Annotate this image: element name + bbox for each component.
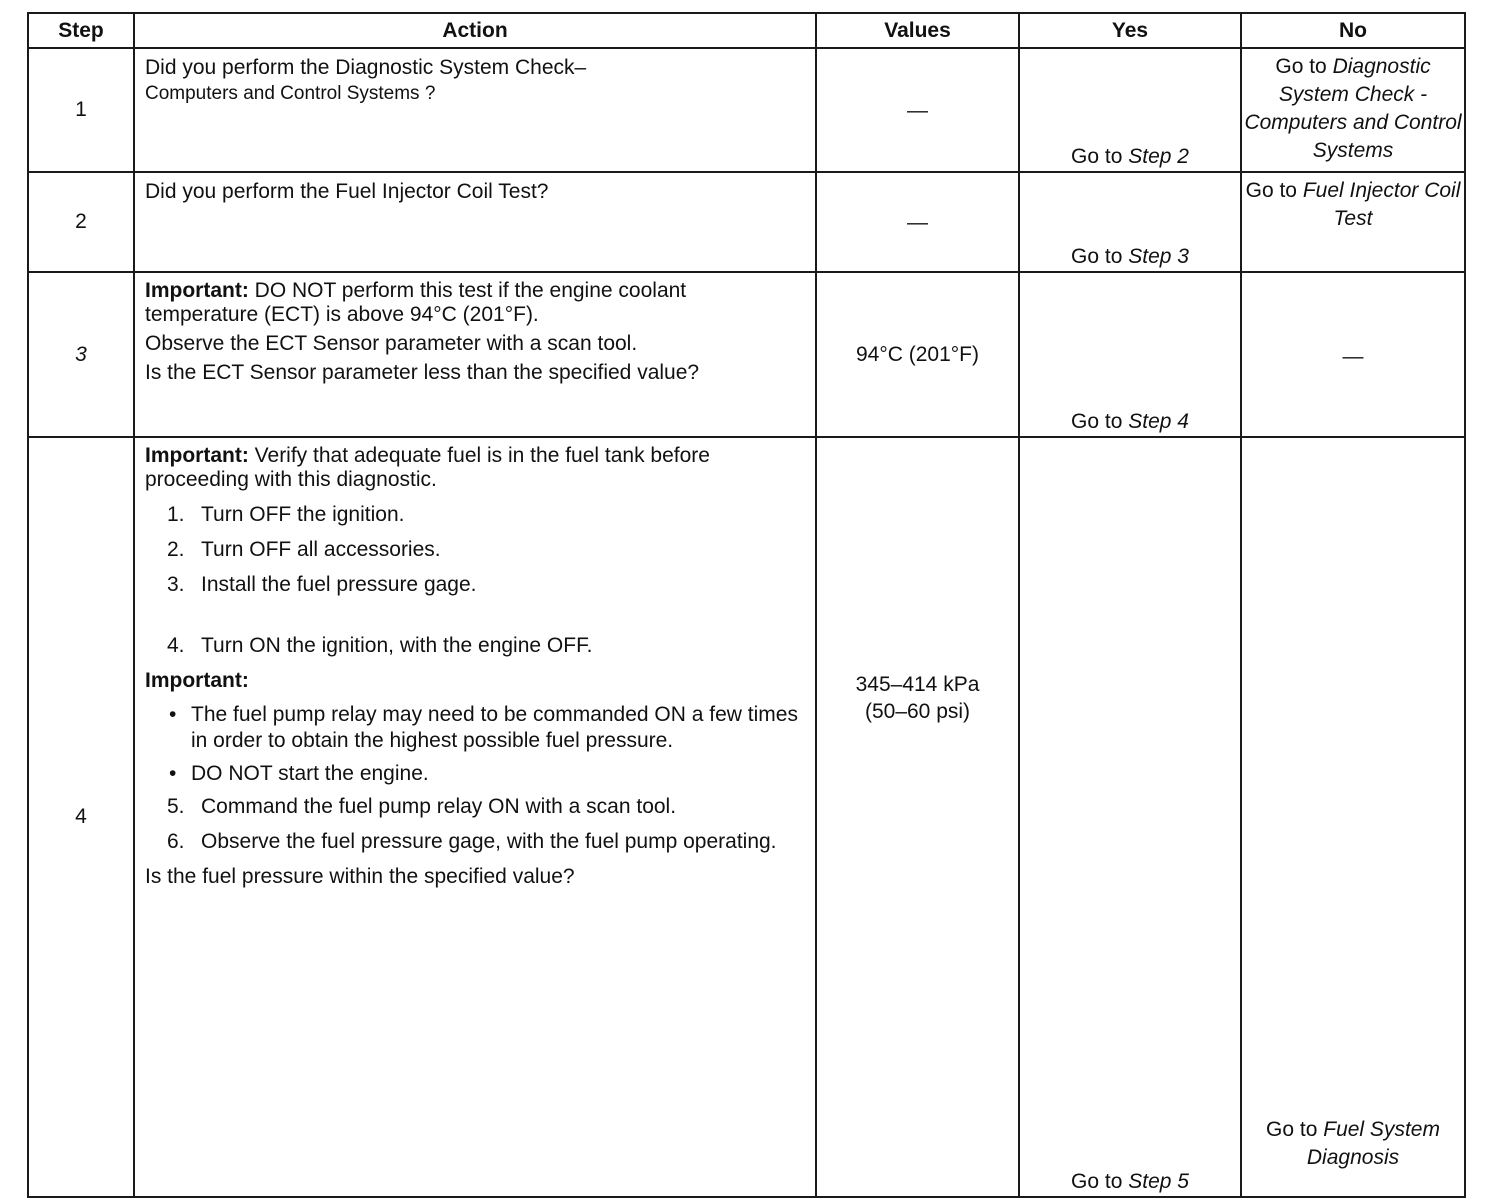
step-number: 4 [28, 437, 134, 1197]
table-row [28, 172, 1465, 272]
important-text: Verify that adequate fuel is in the fuel tank before proceeding with this diagnostic. [145, 444, 710, 491]
list-item [167, 829, 805, 855]
important-label: Important: [145, 669, 249, 692]
question-text: Is the fuel pressure within the specified value? [145, 865, 575, 888]
action-cell [134, 437, 816, 1197]
bullet-icon: • [169, 762, 177, 785]
list-number: 4. [167, 634, 185, 657]
action-cell [134, 172, 816, 272]
no-prefix: Go to [1266, 1118, 1324, 1141]
important-note [145, 279, 805, 327]
table-row [28, 437, 1465, 1197]
yes-link[interactable]: Step 4 [1128, 410, 1189, 433]
list-number: 6. [167, 830, 185, 853]
table-row [28, 48, 1465, 172]
no-link[interactable]: Diagnostic System Check - Computers and Control Systems [1244, 55, 1462, 162]
values-cell [816, 437, 1019, 1197]
header-no: No [1241, 13, 1465, 48]
action-text: Observe the ECT Sensor parameter with a scan tool. [145, 332, 638, 355]
yes-cell [1019, 48, 1241, 172]
values-cell: 94°C (201°F) [816, 272, 1019, 437]
step-number: 1 [28, 48, 134, 172]
yes-cell [1019, 272, 1241, 437]
yes-prefix: Go to [1071, 145, 1129, 168]
list-number: 1. [167, 503, 185, 526]
question-text: Is the ECT Sensor parameter less than the specified value? [145, 361, 700, 384]
yes-cell [1019, 172, 1241, 272]
header-values: Values [816, 13, 1019, 48]
bullet-item [169, 761, 805, 787]
list-text: Turn OFF the ignition. [201, 503, 405, 526]
table-row [28, 272, 1465, 437]
header-action: Action [134, 13, 816, 48]
bullet-text: The fuel pump relay may need to be commanded ON a few times in order to obtain the highest possible fuel pressure. [191, 703, 798, 752]
important-label: Important: [145, 444, 249, 467]
list-item [167, 502, 805, 528]
yes-link[interactable]: Step 3 [1128, 245, 1189, 268]
list-text: Command the fuel pump relay ON with a scan tool. [201, 795, 677, 818]
bullet-icon: • [169, 703, 177, 726]
list-text: Observe the fuel pressure gage, with the fuel pump operating. [201, 830, 777, 853]
list-item [167, 633, 805, 659]
list-number: 2. [167, 538, 185, 561]
list-text: Turn ON the ignition, with the engine OFF. [201, 634, 593, 657]
list-text: Turn OFF all accessories. [201, 538, 441, 561]
bullet-item [169, 702, 805, 754]
diagnostic-table [27, 12, 1466, 1198]
list-item [167, 794, 805, 820]
header-row [28, 13, 1465, 48]
values-cell: — [816, 172, 1019, 272]
action-text: Did you perform the Fuel Injector Coil Test? [145, 180, 549, 203]
values-text: (50–60 psi) [864, 700, 971, 723]
yes-cell [1019, 437, 1241, 1197]
values-text: 345–414 kPa [855, 673, 980, 696]
action-text: Did you perform the Diagnostic System Check– [145, 56, 587, 79]
action-text: Computers and Control Systems ? [145, 83, 436, 104]
important-label: Important: [145, 279, 249, 302]
action-cell [134, 272, 816, 437]
list-number: 5. [167, 795, 185, 818]
values-cell: — [816, 48, 1019, 172]
yes-prefix: Go to [1071, 410, 1129, 433]
no-cell [1241, 172, 1465, 272]
no-cell: — [1241, 272, 1465, 437]
yes-link[interactable]: Step 2 [1128, 145, 1189, 168]
list-item [167, 537, 805, 563]
important-text: DO NOT perform this test if the engine coolant temperature (ECT) is above 94°C (201°F). [145, 279, 687, 326]
no-link[interactable]: Fuel Injector Coil Test [1302, 179, 1461, 230]
no-cell [1241, 437, 1465, 1197]
list-number: 3. [167, 573, 185, 596]
header-step: Step [28, 13, 134, 48]
list-text: Install the fuel pressure gage. [201, 573, 477, 596]
list-item [167, 572, 805, 598]
bullet-text: DO NOT start the engine. [191, 762, 429, 785]
yes-link[interactable]: Step 5 [1128, 1170, 1189, 1193]
step-number: 3 [28, 272, 134, 437]
no-link[interactable]: Fuel System Diagnosis [1306, 1118, 1440, 1169]
no-cell [1241, 48, 1465, 172]
no-prefix: Go to [1245, 179, 1303, 202]
action-cell [134, 48, 816, 172]
important-note [145, 444, 805, 492]
yes-prefix: Go to [1071, 1170, 1129, 1193]
yes-prefix: Go to [1071, 245, 1129, 268]
step-number: 2 [28, 172, 134, 272]
no-prefix: Go to [1275, 55, 1333, 78]
header-yes: Yes [1019, 13, 1241, 48]
